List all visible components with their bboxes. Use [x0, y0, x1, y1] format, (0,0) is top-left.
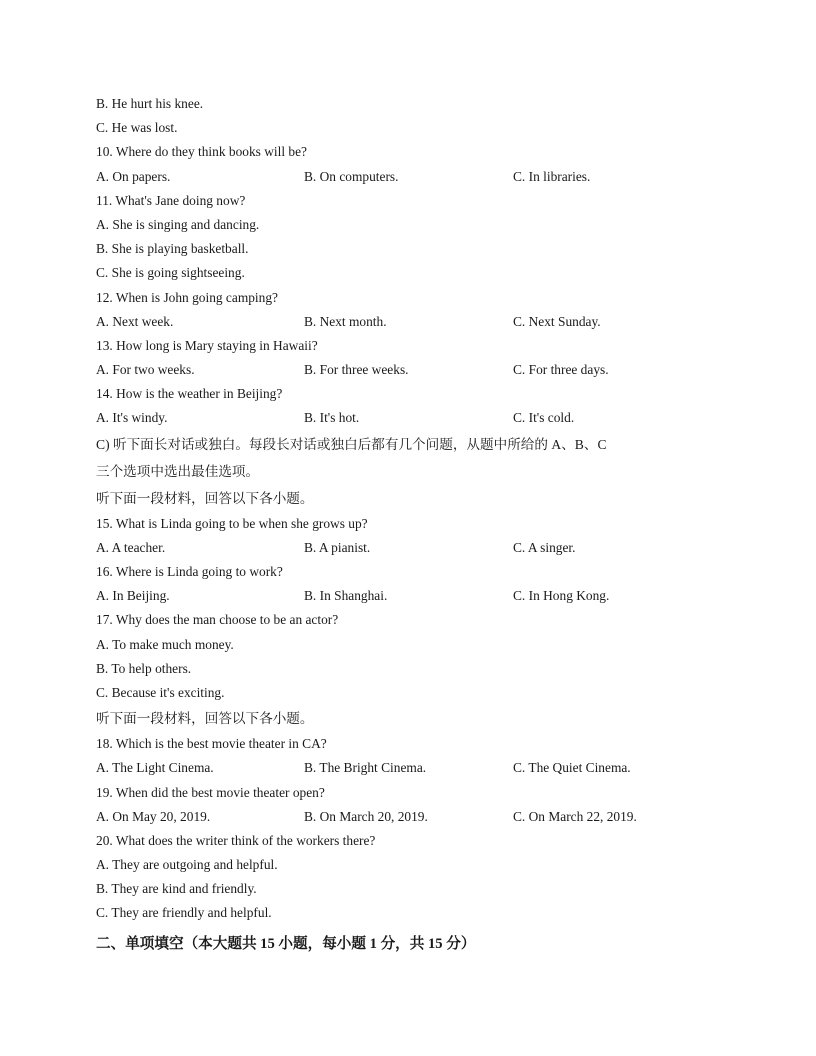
question-lines — [96, 92, 736, 926]
instruction-line: 听下面一段材料，回答以下各小题。 — [96, 490, 314, 506]
text-line: 12. When is John going camping? — [96, 289, 278, 305]
text-line: B. To help others. — [96, 660, 192, 676]
option-c: C. The Quiet Cinema. — [513, 760, 631, 776]
option-b: B. In Shanghai. — [304, 588, 388, 604]
option-b: B. On computers. — [304, 168, 399, 184]
options-row — [96, 756, 736, 780]
option-c: C. For three days. — [513, 362, 609, 378]
option-a: A. It's windy. — [96, 410, 168, 426]
option-b: B. For three weeks. — [304, 362, 409, 378]
options-row — [96, 406, 736, 430]
instruction-line: 三个选项中选出最佳选项。 — [96, 463, 260, 479]
option-c: C. Next Sunday. — [513, 313, 601, 329]
option-a: A. For two weeks. — [96, 362, 195, 378]
text-line: 16. Where is Linda going to work? — [96, 564, 283, 579]
options-row — [96, 358, 736, 382]
option-c: C. It's cold. — [513, 410, 575, 426]
text-line: 18. Which is the best movie theater in CA? — [96, 736, 327, 752]
text-line: 14. How is the weather in Beijing? — [96, 386, 283, 402]
text-line: B. He hurt his knee. — [96, 96, 204, 111]
exam-content — [96, 92, 736, 958]
option-b: B. Next month. — [304, 313, 387, 329]
options-row — [96, 165, 736, 189]
option-b: B. The Bright Cinema. — [304, 760, 427, 776]
option-a: A. The Light Cinema. — [96, 760, 214, 776]
options-row — [96, 805, 736, 829]
options-row — [96, 536, 736, 560]
options-row — [96, 584, 736, 608]
option-b: B. On March 20, 2019. — [304, 808, 428, 824]
instruction-line: 听下面一段材料，回答以下各小题。 — [96, 711, 314, 727]
text-line: A. She is singing and dancing. — [96, 216, 260, 232]
text-line: 13. How long is Mary staying in Hawaii? — [96, 337, 318, 353]
instruction-line: C) 听下面长对话或独白。每段长对话或独白后都有几个问题，从题中所给的 A、B、C — [96, 436, 607, 452]
option-b: B. It's hot. — [304, 410, 360, 426]
option-c: C. On March 22, 2019. — [513, 808, 637, 824]
text-line: C. They are friendly and helpful. — [96, 905, 272, 921]
text-line: 15. What is Linda going to be when she grows up? — [96, 515, 368, 531]
option-a: A. A teacher. — [96, 539, 166, 555]
option-a: A. On May 20, 2019. — [96, 808, 211, 824]
option-a: A. Next week. — [96, 313, 174, 329]
options-row — [96, 310, 736, 334]
section-title: 二、单项填空（本大题共 15 小题，每小题 1 分，共 15 分） — [96, 935, 476, 952]
option-c: C. In Hong Kong. — [513, 588, 610, 604]
text-line: 10. Where do they think books will be? — [96, 144, 307, 160]
text-line: C. He was lost. — [96, 120, 178, 136]
text-line: 11. What's Jane doing now? — [96, 192, 246, 208]
text-line: A. To make much money. — [96, 636, 234, 652]
text-line: C. She is going sightseeing. — [96, 265, 245, 281]
option-a: A. On papers. — [96, 168, 171, 184]
text-line: A. They are outgoing and helpful. — [96, 857, 278, 873]
option-a: A. In Beijing. — [96, 588, 170, 604]
text-line: C. Because it's exciting. — [96, 684, 225, 700]
option-b: B. A pianist. — [304, 539, 371, 555]
text-line: B. They are kind and friendly. — [96, 881, 257, 897]
option-c: C. In libraries. — [513, 168, 591, 184]
text-line: 17. Why does the man choose to be an actor? — [96, 612, 339, 628]
text-line: 19. When did the best movie theater open? — [96, 784, 325, 800]
text-line: 20. What does the writer think of the workers there? — [96, 832, 376, 848]
text-line: B. She is playing basketball. — [96, 241, 249, 257]
option-c: C. A singer. — [513, 539, 576, 555]
